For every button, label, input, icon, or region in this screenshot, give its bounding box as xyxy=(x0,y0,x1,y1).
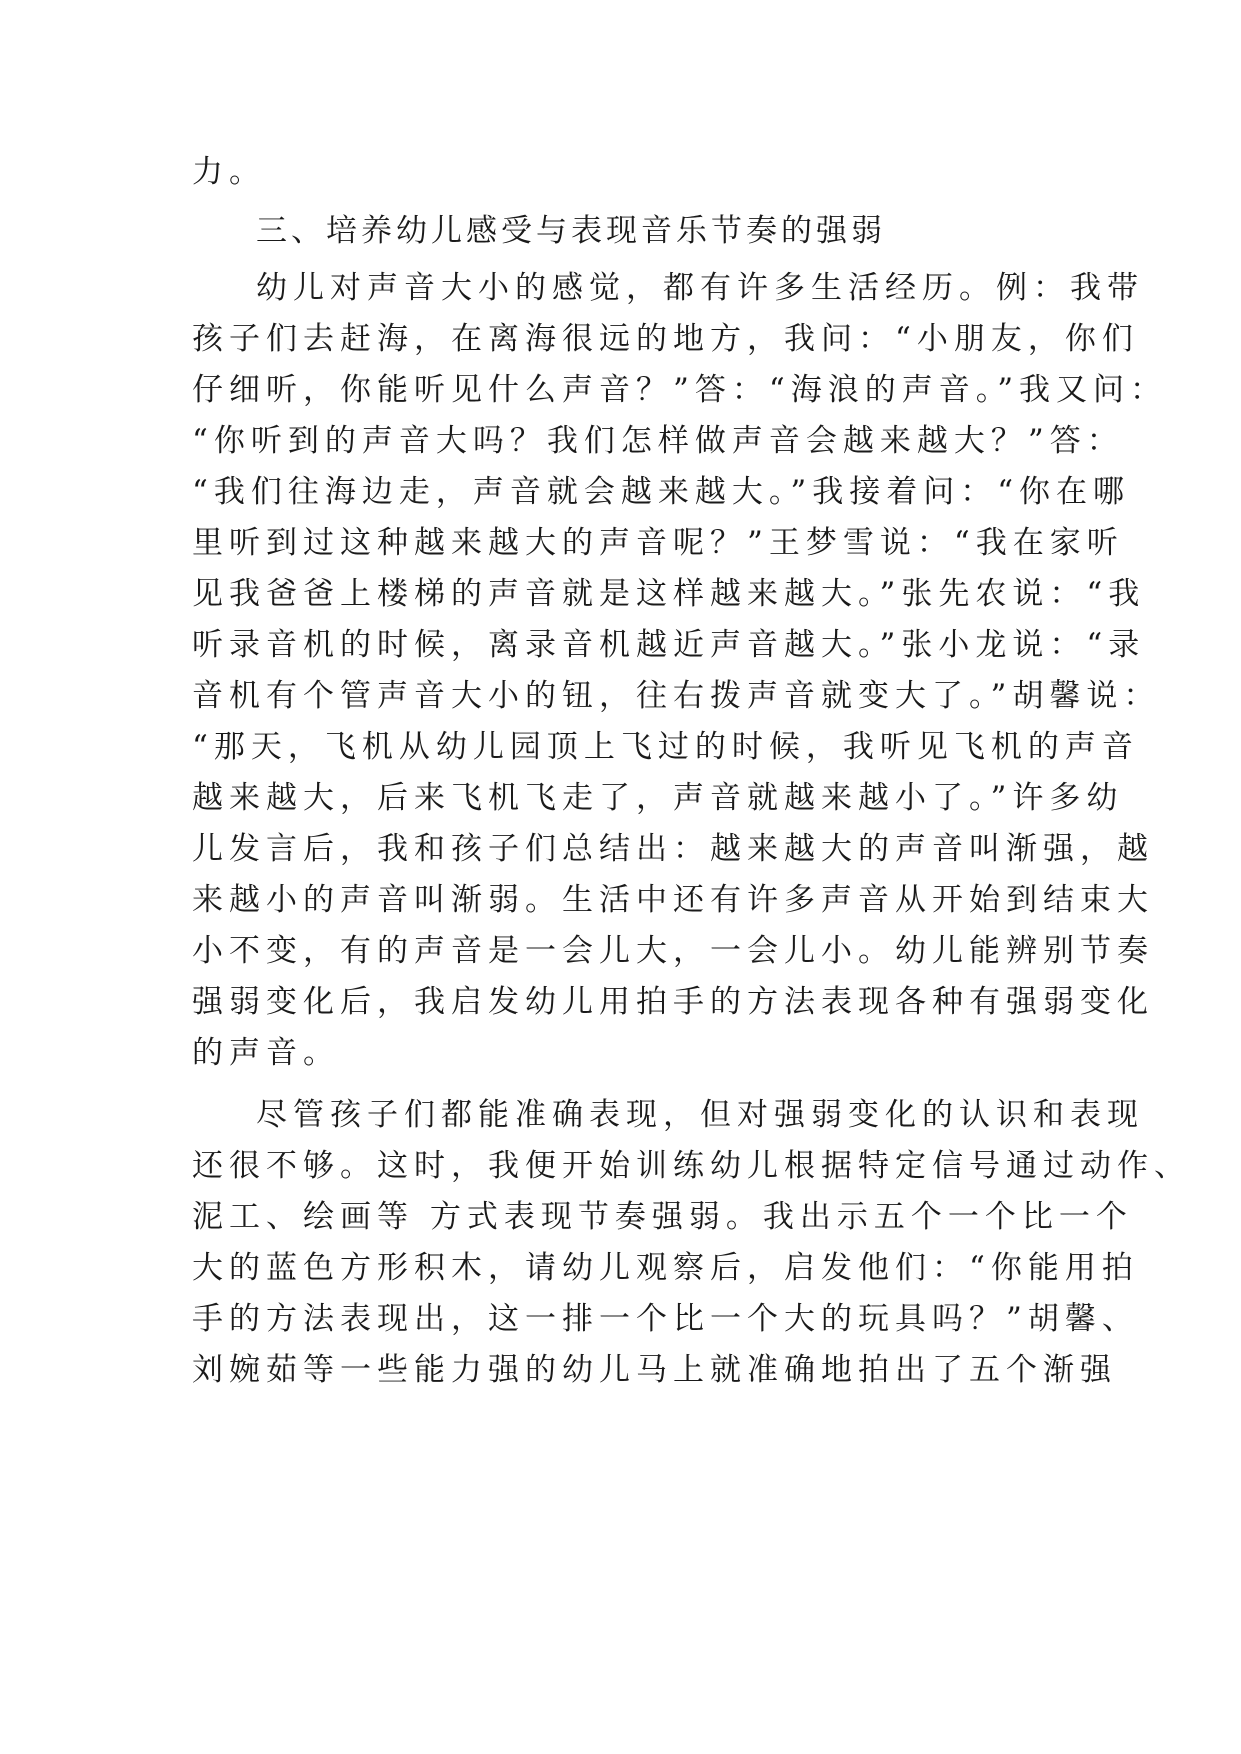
paragraph-line: 小不变，有的声音是一会儿大，一会儿小。幼儿能辨别节奏 xyxy=(192,933,1154,969)
paragraph-line: 儿发言后，我和孩子们总结出：越来越大的声音叫渐强，越 xyxy=(192,831,1154,867)
paragraph-line: 听录音机的时候，离录音机越近声音越大。”张小龙说：“录 xyxy=(192,627,1146,663)
paragraph-line: 来越小的声音叫渐弱。生活中还有许多声音从开始到结束大 xyxy=(192,882,1154,918)
paragraph-line: 刘婉茹等一些能力强的幼儿马上就准确地拍出了五个渐强 xyxy=(192,1352,1117,1388)
paragraph-line: 仔细听，你能听见什么声音？”答：“海浪的声音。”我又问： xyxy=(192,372,1168,408)
paragraph-line: 的声音。 xyxy=(192,1035,340,1071)
paragraph-line: 大的蓝色方形积木，请幼儿观察后，启发他们：“你能用拍 xyxy=(192,1250,1139,1286)
paragraph-line: 见我爸爸上楼梯的声音就是这样越来越大。”张先农说：“我 xyxy=(192,576,1146,612)
paragraph-line: 越来越大，后来飞机飞走了，声音就越来越小了。”许多幼 xyxy=(192,780,1124,816)
section-heading: 三、培养幼儿感受与表现音乐节奏的强弱 xyxy=(256,213,886,249)
paragraph-line: 幼儿对声音大小的感觉，都有许多生活经历。例：我带 xyxy=(256,270,1144,306)
paragraph-line: 里听到过这种越来越大的声音呢？”王梦雪说：“我在家听 xyxy=(192,525,1124,561)
paragraph-line: 还很不够。这时，我便开始训练幼儿根据特定信号通过动作、 xyxy=(192,1148,1191,1184)
paragraph-line: 泥工、绘画等 方式表现节奏强弱。我出示五个一个比一个 xyxy=(192,1199,1133,1235)
paragraph-line: “你听到的声音大吗？我们怎样做声音会越来越大？”答： xyxy=(192,423,1124,459)
paragraph-line: “那天，飞机从幼儿园顶上飞过的时候，我听见飞机的声音 xyxy=(192,729,1139,765)
paragraph-line: 孩子们去赶海，在离海很远的地方，我问：“小朋友，你们 xyxy=(192,321,1139,357)
paragraph-line: 力。 xyxy=(192,154,266,190)
paragraph-line: “我们往海边走，声音就会越来越大。”我接着问：“你在哪 xyxy=(192,474,1131,510)
paragraph-line: 尽管孩子们都能准确表现，但对强弱变化的认识和表现 xyxy=(256,1097,1144,1133)
paragraph-line: 音机有个管声音大小的钮，往右拨声音就变大了。”胡馨说： xyxy=(192,678,1161,714)
paragraph-line: 强弱变化后，我启发幼儿用拍手的方法表现各种有强弱变化 xyxy=(192,984,1154,1020)
paragraph-line: 手的方法表现出，这一排一个比一个大的玩具吗？”胡馨、 xyxy=(192,1301,1139,1337)
